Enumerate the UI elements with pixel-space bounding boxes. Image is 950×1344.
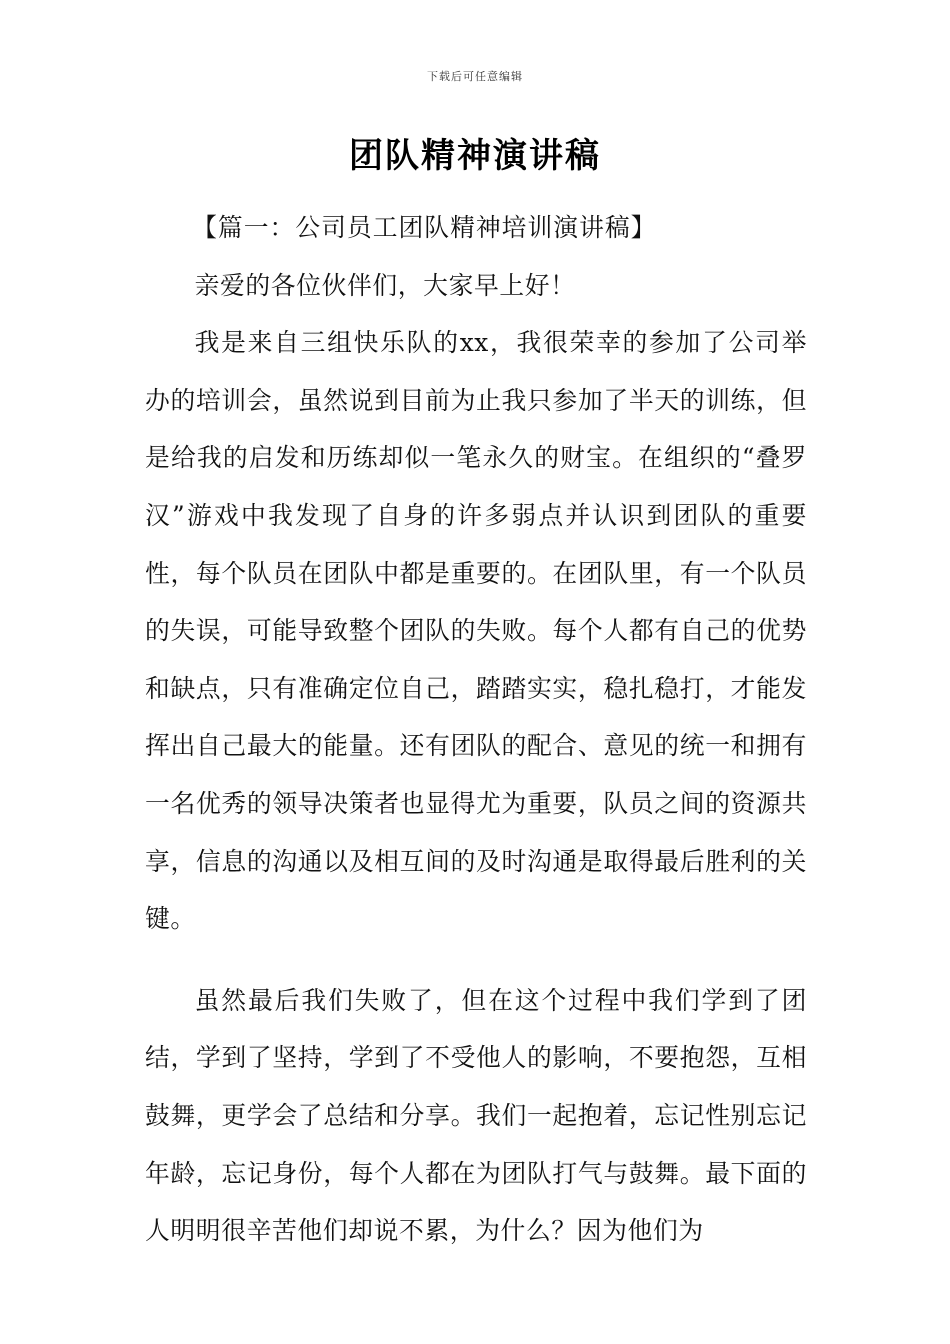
paragraph-1: 我是来自三组快乐队的xx，我很荣幸的参加了公司举办的培训会，虽然说到目前为止我只参加了半天的训练，但是给我的启发和历练却似一笔永久的财宝。在组织的“叠罗汉”游戏中我发现了自身的许多弱点并认识到团队的重要性，每个队员在团队中都是重要的。在团队里，有一个队员的失误，可能导致整个团队的失败。每个人都有自己的优势和缺点，只有准确定位自己，踏踏实实，稳扎稳打，才能发挥出自己最大的能量。还有团队的配合、意见的统一和拥有一名优秀的领导决策者也显得尤为重要，队员之间的资源共享，信息的沟通以及相互间的及时沟通是取得最后胜利的关键。 xyxy=(145,328,807,934)
paragraph-greeting: 亲爱的各位伙伴们，大家早上好！ xyxy=(194,270,576,300)
document-title: 团队精神演讲稿 xyxy=(349,136,601,176)
section-heading: 【篇一：公司员工团队精神培训演讲稿】 xyxy=(192,213,657,242)
paragraph-2: 虽然最后我们失败了，但在这个过程中我们学到了团结，学到了坚持，学到了不受他人的影响，不要抱怨，互相鼓舞，更学会了总结和分享。我们一起抱着，忘记性别忘记年龄，忘记身份，每个人都在为团队打气与鼓舞。最下面的人明明很辛苦他们却说不累，为什么？因为他们为 xyxy=(145,985,807,1246)
document-body xyxy=(145,199,807,1260)
header-note: 下载后可任意编辑 xyxy=(427,70,523,83)
